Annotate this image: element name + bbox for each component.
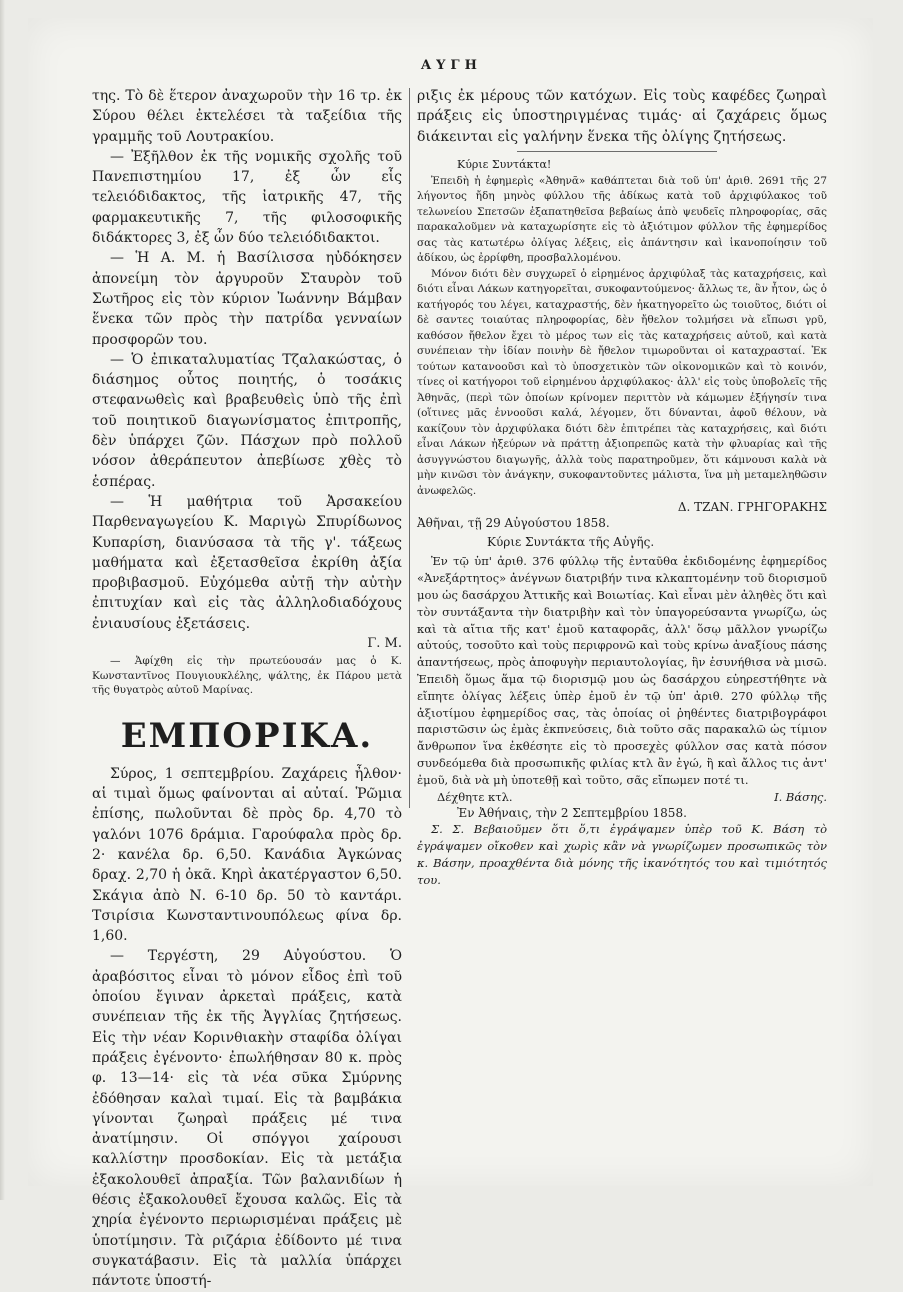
separator-rule xyxy=(517,151,717,152)
column-divider xyxy=(409,88,410,808)
letter-paragraph: Μόνον διότι δὲν συγχωρεῖ ὁ εἰρημένος ἀρχιφύλαξ τὰς καταχρήσεις, καὶ διότι εἶναι Λάκων κατηγορεῖται, συκοφαντούμενος· ἄλλως τε, ἂν ἦτον, ὡς ὁ κατήγορός του λέγει, καταχραστής, δὲν ἠκατηγορεῖτο ὡς τοιοῦτος, διότι οἱ δὲ σαντες τοιαύτας πληροφορίας, δὲν ἤθελον τολμήσει νὰ εἴπωσι γρῦ, καθόσον ἤθελον ἔχει τὸ μέρος των εἰς τὰς καταχρήσεις αὐτοῦ, καὶ κατὰ συνέπειαν τὴν ἰδίαν ποινὴν δὲ ἤθελον τιμωροῦνται οἱ καταχρασταί. Ἐκ τούτων κατανοοῦσι καὶ τὸ ὑποσχετικὸν τῶν οἰκονομικῶν καὶ τὸ κοινόν, τίνες οἱ κατήγοροι τοῦ εἰρημένου ἀρχιφύλακος· ἀλλ' εἰς τοὺς ὑποβολεῖς τῆς Ἀθηνᾶς, (περὶ τῶν ὁποίων κρίνομεν περιττὸν νὰ κάμωμεν ἐξήγησίν τινα (οἵτινες μᾶς ἐννοοῦσι καλά, λέγομεν, ὅτι δύνανται, ἀφοῦ θέλουν, νὰ κακίζουν τὸν ἀρχιφύλακα διότι δὲν ἐπιτρέπει τὰς καταχρήσεις, καὶ διότι εἶναι Λάκων ἠξεύρων νὰ πράττῃ ἀξιοπρεπῶς κατὰ τὴν φλυαρίας καὶ τῆς ἀσυγγνώστου διαγωγῆς, ἀλλὰ τοὺς παρατηροῦμεν, ὅτι κάμνουσι καλὰ νὰ μὴν κινῶσι τὸν ἀνάγκην, συκοφαντοῦντες μάλιστα, ἵνα μὴ μεταμεληθῶσιν ἀνωφελῶς. xyxy=(417,267,827,497)
right-column xyxy=(417,86,827,889)
page-edge xyxy=(0,0,5,1200)
news-paragraph: — Ἡ μαθήτρια τοῦ Ἀρσακείου Παρθεναγωγείου Κ. Μαριγὼ Σπυρίδωνος Κυπαρίση, διανύσασα τὰ τῆς γ'. τάξεως μαθήματα καὶ ἐξετασθεῖσα ἐκρίθη ἀξία προβιβασμοῦ. Εὐχόμεθα αὐτῇ τὴν αὐτὴν ἐπιτυχίαν καὶ εἰς τὰς ἀλληλοδιαδόχους ἐνιαυσίους ἐξετάσεις. xyxy=(92,493,402,632)
letter-salutation: Κύριε Συντάκτα τῆς Αὐγῆς. xyxy=(487,535,655,550)
news-paragraph: — Ὁ ἐπικαταλυματίας Τζαλακώστας, ὁ διάσημος οὗτος ποιητής, ὁ τοσάκις στεφανωθεὶς καὶ βραβευθεὶς ὑπὸ τῆς ἐπὶ τοῦ ποιητικοῦ διαγωνίσματος ἐπιτροπῆς, δὲν ὑπάρχει ζῶν. Πάσχων πρὸ πολλοῦ νόσον ἀθεράπευτον ἀπεβίωσε χθὲς τὸ ἑσπέρας. xyxy=(92,351,402,490)
letter-date: Ἀθῆναι, τῇ 29 Αὐγούστου 1858. xyxy=(417,516,610,531)
left-column xyxy=(92,86,402,1292)
editor-note: Σ. Σ. Βεβαιοῦμεν ὅτι ὅ,τι ἐγράψαμεν ὑπὲρ τοῦ Κ. Βάση τὸ ἐγράψαμεν οἴκοθεν καὶ χωρὶς κἂν νὰ γνωρίζωμεν προσωπικῶς τὸν κ. Βάσην, προαχθέντα διὰ μόνης τῆς ἱκανότητός του καὶ τιμιότητός του. xyxy=(417,822,827,887)
newspaper-title: ΑΥΓΗ xyxy=(421,58,482,73)
news-paragraph: — Ἡ Α. Μ. ἡ Βασίλισσα ηὐδόκησεν ἀπονείμη τὸν ἀργυροῦν Σταυρὸν τοῦ Σωτῆρος εἰς τὸν κύριον Ἰωάννην Βάμβαν ἕνεκα τῶν πρὸς τὴν πατρίδα γενναίων προσφορῶν του. xyxy=(92,250,402,348)
letter-salutation: Κύριε Συντάκτα! xyxy=(457,157,552,171)
letter-closing xyxy=(417,789,827,806)
news-paragraph: — Ἀφίχθη εἰς τὴν πρωτεύουσάν μας ὁ Κ. Κωνσταντῖνος Πουγιουκλέλης, ψάλτης, ἐκ Πάρου μετὰ τῆς θυγατρὸς αὐτοῦ Μαρίνας. xyxy=(92,655,402,697)
news-paragraph: της. Τὸ δὲ ἕτερον ἀναχωροῦν τὴν 16 τρ. ἐκ Σύρου θέλει ἐκτελέσει τὰ ταξείδια τῆς γραμμῆς τοῦ Λουτρακίου. xyxy=(92,88,402,145)
letter-signature: Δ. ΤΖΑΝ. ΓΡΗΓΟΡΑΚΗΣ xyxy=(677,500,827,515)
letter-paragraph: Ἐπειδὴ ἡ ἐφημερὶς «Ἀθηνᾶ» καθάπτεται διὰ τοῦ ὑπ' ἀριθ. 2691 τῆς 27 λήγοντος ἤδη μηνὸς φύλλου τῆς ἀδίκως κατὰ τοῦ ἀρχιφύλακος τοῦ τελωνείου Σπετσῶν ἐξαπατηθεῖσα βεβαίως ἀπὸ ψευδεῖς πληροφορίας, σᾶς παρακαλοῦμεν νὰ καταχωρίσητε εἰς τὸ ἀξιότιμον φύλλον τῆς ἐφημερίδος σας τὰς κατωτέρω ὀλίγας λέξεις, εἰς ἀπάντησιν καὶ ἱκανοποίησιν τοῦ ἀδίκου, ὡς ἐρρίφθη, προσβαλλομένου. xyxy=(417,174,827,265)
letter-closing-text: Δέχθητε κτλ. xyxy=(437,789,513,804)
commerce-paragraph: — Τεργέστη, 29 Αὐγούστου. Ὁ ἀραβόσιτος εἶναι τὸ μόνον εἶδος ἐπὶ τοῦ ὁποίου ἔγιναν ἀρκεταὶ πράξεις, κατὰ συνέπειαν τῆς ἐκ τῆς Ἀγγλίας ζητήσεως. Εἰς τὴν νέαν Κορινθιακὴν σταφίδα ὀλίγαι πράξεις ἐγένοντο· ἐπωλήθησαν 80 κ. πρὸς φ. 13—14· εἰς τὰ νέα σῦκα Σμύρνης ἐδόθησαν καλαὶ τιμαί. Εἰς τὰ βαμβάκια γίνονται ζωηραὶ πράξεις μέ τινα ἀνατίμησιν. Οἱ σπόγγοι χαίρουσι καλλίστην προσδοκίαν. Εἰς τὰ μετάξια ἐξακολουθεῖ ἀπραξία. Τῶν βαλανιδίων ἡ θέσις ἐξακολουθεῖ ἔχουσα καλῶς. Εἰς τὰ χηρία ἐγένοντο περιωρισμέναι πράξεις μὲ ὑποτίμησιν. Τὰ ριζάρια ἐδίδοντο μέ τινα συγκατάβασιν. Εἰς τὰ μαλλία ὑπάρχει πάντοτε ὑποστή- xyxy=(92,948,402,1290)
commerce-continuation: ριξις ἐκ μέρους τῶν κατόχων. Εἰς τοὺς καφέδες ζωηραὶ πράξεις εἰς ὑποστηριγμένας τιμάς· αἱ ζαχάρεις ὅμως διάκεινται εἰς γαλήνην ἕνεκα τῆς ὀλίγης ζητήσεως. xyxy=(417,88,827,145)
commerce-paragraph: Σύρος, 1 σεπτεμβρίου. Ζαχάρεις ἦλθον· αἱ τιμαὶ ὅμως φαίνονται αἱ αὐταί. Ῥῶμια ἐπίσης, πωλοῦνται δὲ πρὸς δρ. 4,70 τὸ γαλόνι 1076 δράμια. Γαρούφαλα πρὸς δρ. 2· κανέλα δρ. 6,50. Κανάδια Ἀγκώνας δραχ. 2,70 ἡ ὀκᾶ. Κηρὶ ἀκατέργαστον 6,50. Σκάγια ἀπὸ Ν. 6-10 δρ. 50 τὸ καντάρι. Τσιρίσια Κωνσταντινουπόλεως φίνα δρ. 1,60. xyxy=(92,765,402,945)
news-paragraph: — Ἐξῆλθον ἐκ τῆς νομικῆς σχολῆς τοῦ Πανεπιστημίου 17, ἐξ ὧν εἷς τελειόδιδακτος, τῆς ἰατρικῆς 47, τῆς φαρμακευτικῆς 7, τῆς φιλοσοφικῆς διδάκτορες 3, ἐξ ὧν δύο τελειόδιδακτοι. xyxy=(92,148,402,247)
letter-date: Ἐν Ἀθήναις, τὴν 2 Σεπτεμβρίου 1858. xyxy=(457,806,687,821)
signature: Γ. Μ. xyxy=(367,636,402,652)
letter-signature: Ι. Βάσης. xyxy=(774,789,827,804)
section-heading-commercial: ΕΜΠΟΡΙΚΑ. xyxy=(120,715,374,756)
letter-paragraph: Ἐν τῷ ὑπ' ἀριθ. 376 φύλλῳ τῆς ἐνταῦθα ἐκδιδομένης ἐφημερίδος «Ἀνεξάρτητος» ἀνέγνων διατριβήν τινα κλκαπτομένην τοῦ διορισμοῦ μου ὡς δασάρχου Ἀττικῆς καὶ Βοιωτίας. Καὶ εἶναι μὲν ἀληθὲς ὅτι καὶ τὸν συντάξαντα τὴν διατριβὴν καὶ τὸν ὑπαγορεύσαντα γνωρίζω, ὡς καὶ τὰ αἴτια τῆς κατ' ἐμοῦ καταφορᾶς, ἀλλ' ὅσῳ μᾶλλον γνωρίζω αὐτούς, τοσοῦτο καὶ τοὺς περιφρονῶ καὶ τοὺς κρίνω ἀναξίους πάσης ἀπαντήσεως, πρὸς ἀποφυγὴν περιαυτολογίας, ἣν ἐσυνήθισα νὰ μισῶ. Ἐπειδὴ ὅμως ἅμα τῷ διορισμῷ μου ὡς δασάρχου εὐηρεστήθητε νὰ εἴπητε ὀλίγας λέξεις ὑπὲρ ἐμοῦ ἐν τῷ ὑπ' ἀριθ. 270 φύλλῳ τῆς ἀξιοτίμου ἐφημερίδος σας, τὰς ὁποίας οἱ ῥηθέντες διατριβογράφοι παριστῶσιν ὡς ἐμὰς ἐκπνεύσεις, διὰ τοῦτο σᾶς παρακαλῶ ὡς τίμιον ἄνθρωπον ἵνα ἐκθέσητε εἰς τὸ προσεχὲς φύλλον σας κατὰ πόσον συνδεόμεθα διὰ προσωπικῆς φιλίας κτλ ἂν ἐγώ, ἢ καὶ ἄλλος τις ἀντ' ἐμοῦ, διὰ νὰ μὴ ὑποτεθῇ καὶ τοῦτο, σᾶς εἴπωμεν ποτέ τι. xyxy=(417,554,827,787)
